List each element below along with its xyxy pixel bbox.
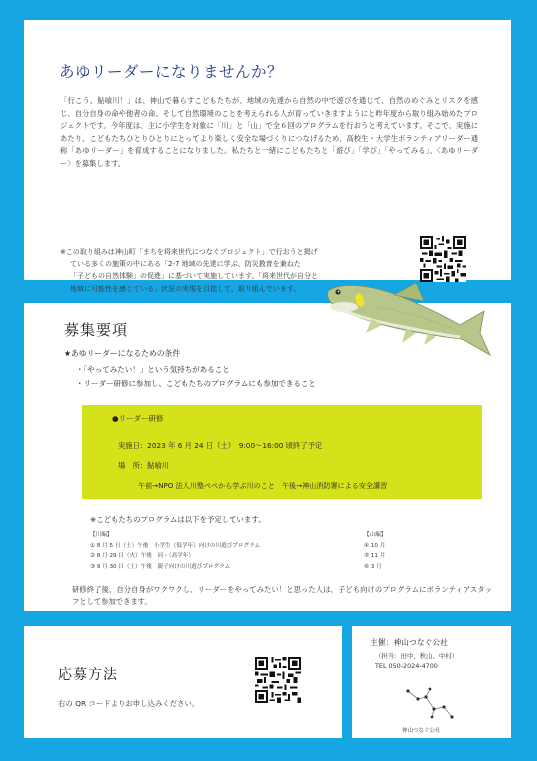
training-date: 実施日：2023 年 6 月 24 日（土） 9:00～16:00 頃終了予定 [118, 441, 323, 450]
application-title: 応募方法 [58, 667, 118, 683]
condition-item: ・「やってみたい！」という気持ちがあること [76, 365, 230, 374]
constellation-logo-icon [404, 685, 460, 723]
qr-code-icon[interactable] [420, 236, 466, 282]
application-panel [24, 626, 342, 738]
program-item: ⑤ 11 月 [364, 553, 386, 559]
mountain-programs [364, 530, 386, 572]
river-heading: 【川編】 [90, 532, 113, 538]
organizer-panel [352, 626, 511, 738]
organizer-logo-text: 神山つなぐ公社 [402, 728, 441, 734]
program-note: ※こどもたちのプログラムは以下を予定しています。 [90, 515, 266, 524]
program-item: ⑥ 3 月 [364, 563, 382, 570]
application-instruction: 右の QR コードよりお申し込みください。 [58, 699, 200, 708]
intro-panel [24, 20, 511, 293]
training-place: 場 所：鮎喰川 [118, 461, 170, 470]
condition-item: ・リーダー研修に参加し、こどもたちのプログラムにも参加できること [76, 379, 316, 388]
program-item: ③ 9 月 30 日（土）午後 親子向けの川遊びプログラム [90, 563, 231, 570]
closing-text: 研修終了後、自分自身がワクワクし、リーダーをやってみたい！と思った人は、子ども向けのプログラムにボランティアスタッフとして参加できます。 [72, 585, 492, 606]
program-item: ② 8 月 29 日（火）午後 同・（高学年） [90, 553, 194, 559]
note-line: ている多くの施策の中にある「2-7 地域の先達に学ぶ、防災教育を兼ねた [70, 260, 301, 269]
program-item: ① 8 月 5 日（土）午後 小学生（低学年）向けの川遊びプログラム [90, 542, 261, 549]
recruitment-title: 募集要項 [64, 321, 129, 339]
training-schedule: 午前→NPO 法人川塾ぺぺから学ぶ川のこと 午後→神山消防署による安全講習 [138, 481, 388, 490]
note-line: 「子どもの自然体験」の促進」に基づいて実施しています。「将来世代が自分と [70, 272, 318, 281]
qr-code-icon[interactable] [255, 657, 301, 703]
training-box [82, 405, 482, 499]
organizer-name: 主催：神山つなぐ公社 [370, 638, 448, 647]
note-line: ※この取り組みは神山町「まちを将来世代につなぐプロジェクト」で行おうと掲げ [60, 248, 318, 256]
organizer-tel[interactable]: TEL 050-2024-4700 [375, 662, 438, 670]
organizer-staff: （担当：田中、秋山、中村） [375, 652, 459, 660]
note-line: 地域に可能性を感じている」状況の実現を目指して、取り組んでいます。 [70, 284, 301, 293]
intro-text: 「行こう、鮎喰川！」は、神山で暮らすこどもたちが、地域の先達から自然の中で遊びを通じて、自然のめぐみとリスクを感じ、自分自身の命や他者の命、そして自然環境のことを考えられる人が育っていきますようにと昨年度から取り組み始めたプロジェクトです。今年度は、主に小学生を対象に「川」と「山」で全６回のプログラムを行おうと考えています。そこで、実施にあたり、こどもたちひとりひとりにとってより楽しく安全な場づくりにつなげるため、高校生・大学生ボランティアリーダー通称「あゆリーダー」を育成することになりました。私たちと一緒にこどもたちと「遊び」「学び」「やってみる」、〈あゆリーダー〉を募集します。 [60, 96, 478, 168]
mountain-heading: 【山編】 [364, 532, 387, 538]
river-programs [90, 530, 260, 572]
conditions-heading: ★あゆリーダーになるための条件 [64, 349, 181, 358]
page-title: あゆリーダーになりませんか？ [59, 63, 284, 81]
program-item: ④ 10 月 [364, 542, 386, 549]
ayu-fish-icon [324, 281, 494, 363]
training-title: ●リーダー研修 [112, 414, 164, 423]
